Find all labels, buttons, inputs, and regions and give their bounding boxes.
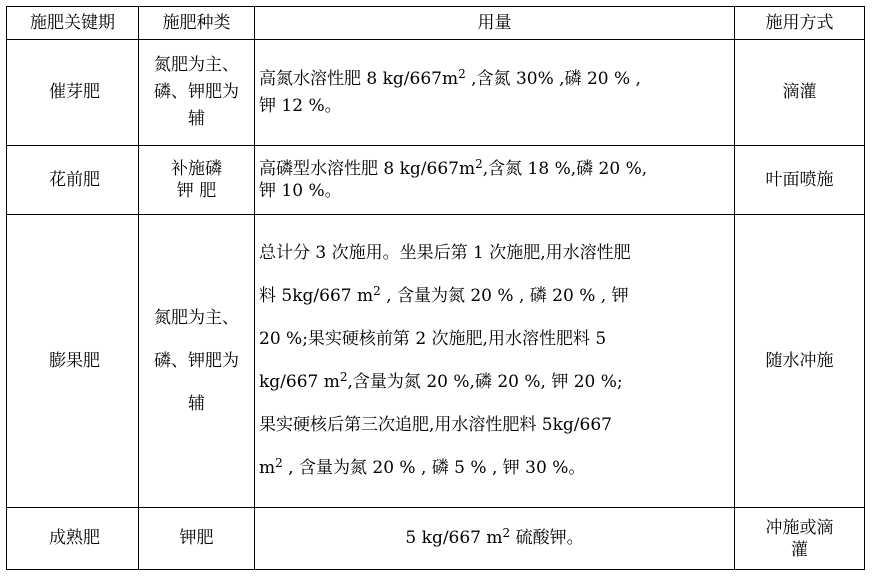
type-line: 氮肥为主、 [154,55,239,75]
amount-cell [255,40,735,146]
header-stage: 施肥关键期 [7,7,139,40]
type-cell: 钾肥 [139,508,255,570]
header-amount: 用量 [255,7,735,40]
method-cell: 叶面喷施 [735,146,865,215]
unit-superscript: 2 [275,456,283,470]
stage-cell: 花前肥 [7,146,139,215]
unit-superscript: 2 [458,66,466,81]
fertilizer-table [6,6,865,570]
amount-line [259,66,730,93]
amount-text: 高磷型水溶性肥 8 kg/667m [259,159,476,179]
header-type: 施肥种类 [139,7,255,40]
amount-text: ,含氮 30% ,磷 20 % , [465,68,641,89]
amount-text: , 含量为氮 20 % , 磷 5 % , 钾 30 %。 [282,458,586,478]
method-line: 冲施或滴 [765,517,834,538]
amount-cell [255,146,735,215]
stage-cell: 成熟肥 [7,508,139,570]
method-cell: 滴灌 [735,40,865,146]
amount-line [259,158,730,180]
amount-cell [255,215,735,508]
amount-text: 5 kg/667 m [405,528,503,548]
unit-superscript: 2 [373,284,381,298]
unit-superscript: 2 [475,157,483,171]
type-line: 氮肥为主、 [154,307,239,328]
amount-text: ,含量为氮 20 %,磷 20 %, 钾 20 %; [347,372,623,392]
type-line: 钾 肥 [176,181,217,201]
amount-text: , 含量为氮 20 % , 磷 20 % , 钾 [380,286,629,306]
header-method: 施用方式 [735,7,865,40]
amount-line: 总计分 3 次施用。坐果后第 1 次施肥,用水溶性肥 [259,243,631,263]
amount-cell [255,508,735,570]
stage-cell: 膨果肥 [7,215,139,508]
amount-text: ,含氮 18 %,磷 20 %, [482,159,648,179]
method-cell [735,508,865,570]
amount-text: 硫酸钾。 [510,528,584,548]
amount-line [259,275,730,318]
type-line: 补施磷 [171,159,222,179]
type-line: 辅 [188,109,205,129]
type-cell [139,215,255,508]
table-row [7,146,865,215]
unit-superscript: 2 [502,526,511,540]
type-line: 辅 [188,393,205,414]
amount-line [259,361,730,404]
table-row [7,508,865,570]
table-row [7,40,865,146]
header-row [7,7,865,40]
type-line: 磷、钾肥为 [154,350,239,371]
amount-line: 钾 10 %。 [259,181,342,201]
amount-line: 20 %;果实硬核前第 2 次施肥,用水溶性肥料 5 [259,329,607,349]
table-row [7,215,865,508]
unit-superscript: 2 [339,370,348,384]
amount-text: kg/667 m [259,372,340,392]
amount-text: m [259,458,276,478]
amount-line: 钾 12 %。 [259,95,342,116]
amount-text: 料 5kg/667 m [259,286,374,306]
type-line: 磷、钾肥为 [154,82,239,102]
method-line: 灌 [791,539,808,560]
amount-line: 果实硬核后第三次追肥,用水溶性肥料 5kg/667 [259,415,612,435]
method-cell: 随水冲施 [735,215,865,508]
stage-cell: 催芽肥 [7,40,139,146]
amount-line [259,447,730,490]
type-cell [139,146,255,215]
type-cell [139,40,255,146]
amount-text: 高氮水溶性肥 8 kg/667m [259,68,459,89]
